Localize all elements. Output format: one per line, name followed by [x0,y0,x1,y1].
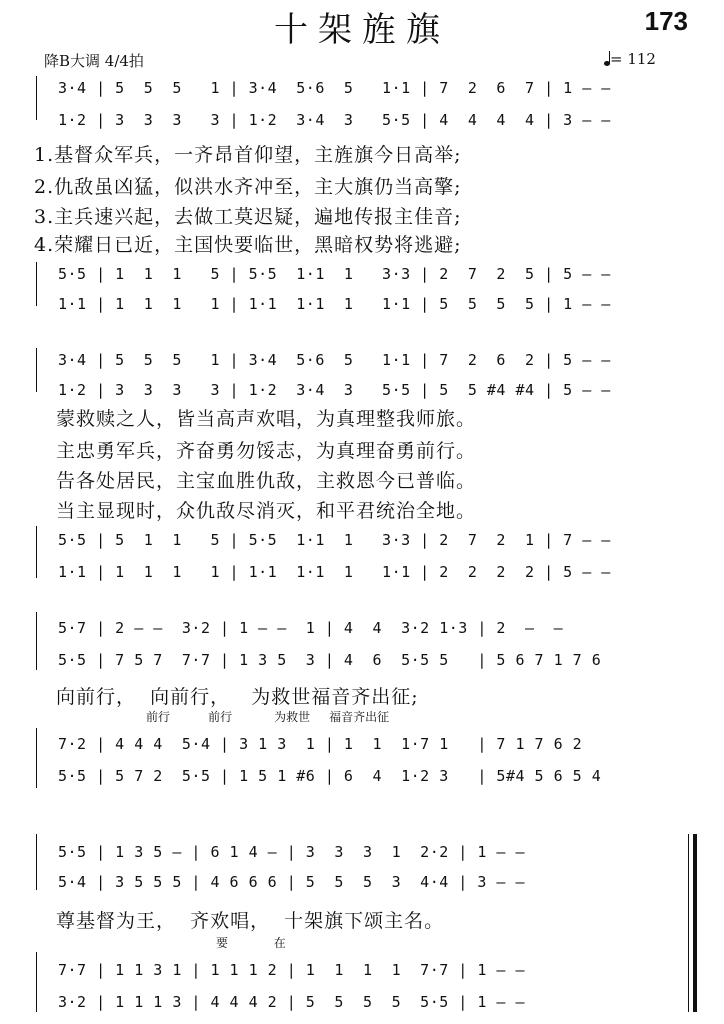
verse-line: 1.基督众军兵，一齐昂首仰望，主旌旗今日高举; [34,144,462,166]
sub-lyric-line: 要 在 [216,936,286,950]
system-bracket [36,76,37,120]
notes-row: 3·4 | 5 5 5 1 | 3·4 5·6 5 1·1 | 7 2 6 2 | 5 — — [58,351,611,369]
verse-line: 2.仇敌虽凶猛，似洪水齐冲至，主大旗仍当高擎; [34,176,462,198]
system-bracket [36,262,37,306]
verse-line: 蒙救赎之人，皆当高声欢唱，为真理整我师旅。 [56,408,477,430]
verse-line: 当主显现时，众仇敌尽消灭，和平君统治全地。 [56,500,477,522]
key-signature: 降B大调 4/4拍 [44,52,144,70]
notes-row: 1·2 | 3 3 3 3 | 1·2 3·4 3 5·5 | 4 4 4 4 | 3 — — [58,111,611,129]
notes-row: 3·2 | 1 1 1 3 | 4 4 4 2 | 5 5 5 5 5·5 | 1 — — [58,993,526,1011]
notes-row: 5·7 | 2 — — 3·2 | 1 — — 1 | 4 4 3·2 1·3 | 2 — — [58,619,564,637]
tempo-marking [604,50,656,68]
tempo-value: = 112 [610,50,656,68]
final-barline-thick [693,834,697,1012]
notes-row: 5·5 | 7 5 7 7·7 | 1 3 5 3 | 4 6 5·5 5 | 5 6 7 1 7 6 [58,651,602,669]
system-bracket [36,952,37,1012]
lyric-line: 尊基督为王， 齐欢唱， 十架旗下颂主名。 [56,910,445,932]
notes-row: 5·5 | 1 1 1 5 | 5·5 1·1 1 3·3 | 2 7 2 5 | 5 — — [58,265,611,283]
system-bracket [36,612,37,670]
quarter-note-icon [604,61,610,66]
final-barline [688,834,689,1012]
system-bracket [36,348,37,392]
verse-line: 4.荣耀日已近，主国快要临世，黑暗权势将逃避; [34,234,462,256]
hymn-title: 十架旌旗 [274,10,450,50]
verse-line: 主忠勇军兵，齐奋勇勿馁志，为真理奋勇前行。 [56,440,477,462]
sub-lyric-line: 前行 前行 为救世 福音齐出征 [146,710,390,724]
system-bracket [36,834,37,890]
notes-row: 5·5 | 5 7 2 5·5 | 1 5 1 #6 | 6 4 1·2 3 | 5#4 5 6 5 4 [58,767,602,785]
lyric-line: 向前行， 向前行， 为救世福音齐出征; [56,686,419,708]
verse-line: 告各处居民，主宝血胜仇敌，主救恩今已普临。 [56,470,477,492]
notes-row: 1·1 | 1 1 1 1 | 1·1 1·1 1 1·1 | 2 2 2 2 | 5 — — [58,563,611,581]
notes-row: 1·1 | 1 1 1 1 | 1·1 1·1 1 1·1 | 5 5 5 5 | 1 — — [58,295,611,313]
notes-row: 7·7 | 1 1 3 1 | 1 1 1 2 | 1 1 1 1 7·7 | 1 — — [58,961,526,979]
notes-row: 1·2 | 3 3 3 3 | 1·2 3·4 3 5·5 | 5 5 #4 #4 | 5 — — [58,381,611,399]
notes-row: 3·4 | 5 5 5 1 | 3·4 5·6 5 1·1 | 7 2 6 7 | 1 — — [58,79,611,97]
hymn-number: 173 [644,6,688,36]
system-bracket [36,728,37,788]
notes-row: 5·5 | 1 3 5 — | 6 1 4 — | 3 3 3 1 2·2 | 1 — — [58,843,526,861]
verse-line: 3.主兵速兴起，去做工莫迟疑，遍地传报主佳音; [34,206,462,228]
notes-row: 5·4 | 3 5 5 5 | 4 6 6 6 | 5 5 5 3 4·4 | 3 — — [58,873,526,891]
notes-row: 5·5 | 5 1 1 5 | 5·5 1·1 1 3·3 | 2 7 2 1 | 7 — — [58,531,611,549]
system-bracket [36,526,37,578]
notes-row: 7·2 | 4 4 4 5·4 | 3 1 3 1 | 1 1 1·7 1 | 7 1 7 6 2 [58,735,583,753]
